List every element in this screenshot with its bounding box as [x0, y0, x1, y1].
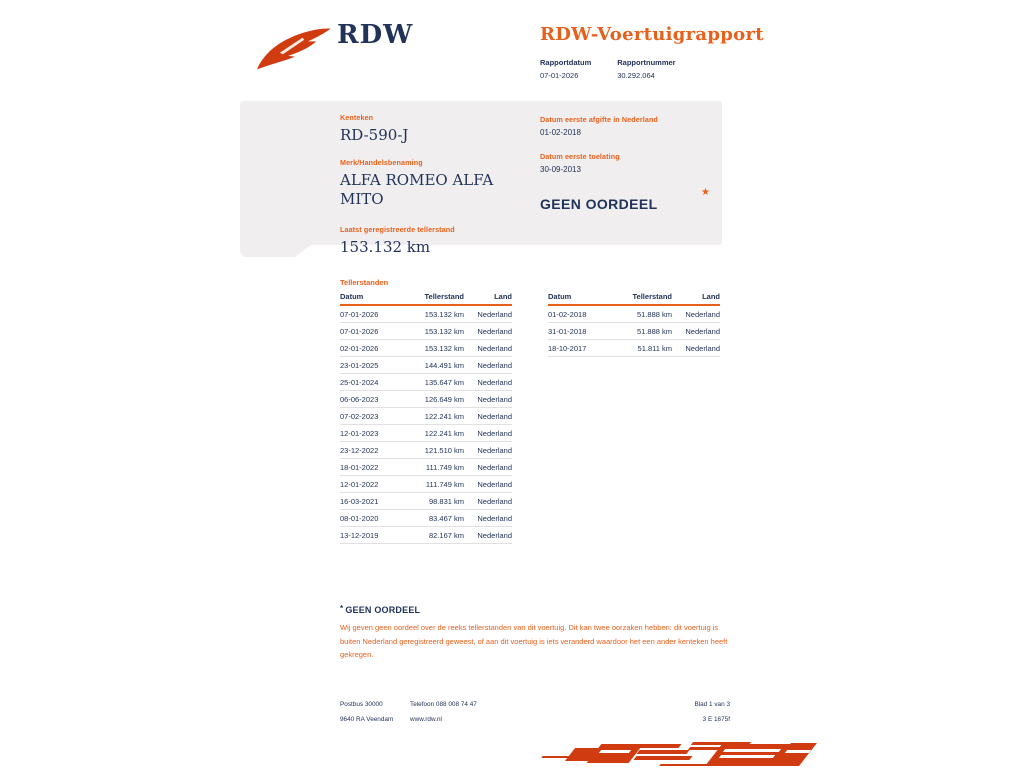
stripes-graphic [542, 741, 810, 768]
column-header-datum: Datum [340, 290, 402, 305]
table-cell: 06-06-2023 [340, 391, 402, 408]
table-row [340, 442, 512, 459]
table-cell: Nederland [464, 408, 512, 425]
summary-right-column [540, 115, 710, 212]
table-cell: 51.811 km [610, 340, 672, 357]
table-row [340, 305, 512, 323]
report-date-block [540, 58, 591, 80]
table-cell: 111.749 km [402, 476, 464, 493]
table-row [340, 374, 512, 391]
table-cell: Nederland [464, 459, 512, 476]
afgifte-value: 01-02-2018 [540, 128, 581, 137]
table-cell: 135.647 km [402, 374, 464, 391]
vehicle-summary-box [240, 101, 722, 256]
table-row [340, 408, 512, 425]
table-cell: 153.132 km [402, 323, 464, 340]
table-cell: 31-01-2018 [548, 323, 610, 340]
table-cell: 12-01-2023 [340, 425, 402, 442]
table-cell: 51.888 km [610, 305, 672, 323]
footer-address-line2: 9640 RA Veendam [340, 716, 394, 723]
table-cell: 13-12-2019 [340, 527, 402, 544]
table-row [340, 425, 512, 442]
report-date-label: Rapportdatum [540, 58, 592, 67]
table-row [340, 527, 512, 544]
table-row [340, 459, 512, 476]
tellerstand-value: 153.132 km [340, 238, 431, 256]
table-cell: 98.831 km [402, 493, 464, 510]
table-cell: 82.167 km [402, 527, 464, 544]
table-cell: 121.510 km [402, 442, 464, 459]
merk-label: Merk/Handelsbenaming [340, 158, 423, 167]
table-header-row [340, 290, 512, 305]
table-cell: Nederland [464, 510, 512, 527]
table-cell: 07-02-2023 [340, 408, 402, 425]
odometer-table-right [548, 290, 720, 357]
footer-contact [410, 701, 477, 723]
column-header-land: Land [464, 290, 512, 305]
report-number-label: Rapportnummer [617, 58, 676, 67]
rdw-logo-text: RDW [337, 20, 414, 50]
table-cell: 08-01-2020 [340, 510, 402, 527]
table-row [340, 476, 512, 493]
summary-left-column [340, 113, 520, 257]
footer-form-code: 3 E 1675f [702, 716, 730, 723]
table-cell: Nederland [464, 442, 512, 459]
merk-value: ALFA ROMEO ALFA MITO [340, 171, 494, 208]
table-row [340, 340, 512, 357]
tellerstanden-heading: Tellerstanden [340, 278, 389, 287]
footnote-asterisk: * [340, 604, 344, 613]
table-cell: Nederland [464, 391, 512, 408]
table-cell: Nederland [464, 493, 512, 510]
report-meta [540, 58, 676, 80]
report-number-block [617, 58, 675, 80]
page-title: RDW-Voertuigrapport [540, 24, 764, 45]
summary-box-tail [240, 244, 312, 257]
table-cell: Nederland [464, 323, 512, 340]
table-cell: 122.241 km [402, 408, 464, 425]
column-header-tellerstand: Tellerstand [402, 290, 464, 305]
table-cell: 12-01-2022 [340, 476, 402, 493]
table-cell: 18-10-2017 [548, 340, 610, 357]
table-cell: Nederland [464, 374, 512, 391]
afgifte-label: Datum eerste afgifte in Nederland [540, 115, 658, 124]
footer-page-info [694, 701, 730, 723]
table-cell: Nederland [464, 305, 512, 323]
toelating-value: 30-09-2013 [540, 165, 581, 174]
table-cell: 153.132 km [402, 340, 464, 357]
footnote-text: Wij geven geen oordeel over de reeks tellerstanden van dit voertuig. Dit kan twee oorzaken hebben: dit voertuig is buiten Nederland geregistreerd geweest, of aan dit voertuig is iets veranderd waardoor het een ander kenteken heeft gekregen. [340, 623, 728, 659]
table-cell: Nederland [672, 305, 720, 323]
table-cell: 126.649 km [402, 391, 464, 408]
table-cell: Nederland [464, 425, 512, 442]
table-cell: 07-01-2026 [340, 305, 402, 323]
table-header-row [548, 290, 720, 305]
table-cell: 153.132 km [402, 305, 464, 323]
table-cell: 23-01-2025 [340, 357, 402, 374]
table-row [340, 391, 512, 408]
column-header-land: Land [672, 290, 720, 305]
table-cell: 111.749 km [402, 459, 464, 476]
verdict-star-icon: ★ [701, 187, 710, 198]
column-header-tellerstand: Tellerstand [610, 290, 672, 305]
table-cell: 23-12-2022 [340, 442, 402, 459]
table-row [340, 510, 512, 527]
odometer-table-left [340, 290, 512, 544]
table-cell: 18-01-2022 [340, 459, 402, 476]
table-cell: Nederland [464, 340, 512, 357]
table-cell: 25-01-2024 [340, 374, 402, 391]
table-cell: 16-03-2021 [340, 493, 402, 510]
tellerstand-label: Laatst geregistreerde tellerstand [340, 225, 455, 234]
table-row [340, 357, 512, 374]
report-date-value: 07-01-2026 [540, 71, 579, 80]
column-header-datum: Datum [548, 290, 610, 305]
table-row [340, 323, 512, 340]
table-row [548, 323, 720, 340]
table-cell: Nederland [464, 357, 512, 374]
footnote-title-text: GEEN OORDEEL [345, 605, 421, 615]
table-cell: Nederland [672, 340, 720, 357]
table-cell: Nederland [464, 476, 512, 493]
footer-address [340, 701, 393, 723]
footnote [340, 604, 738, 662]
report-number-value: 30.292.064 [617, 71, 655, 80]
kenteken-value: RD-590-J [340, 126, 409, 144]
table-cell: 122.241 km [402, 425, 464, 442]
toelating-label: Datum eerste toelating [540, 152, 620, 161]
table-row [340, 493, 512, 510]
verdict-text: GEEN OORDEEL [540, 196, 658, 212]
footer-page-number: Blad 1 van 3 [694, 701, 730, 708]
footer-address-line1: Postbus 30000 [340, 701, 383, 708]
footer-website: www.rdw.nl [410, 716, 442, 723]
table-cell: Nederland [464, 527, 512, 544]
table-cell: 01-02-2018 [548, 305, 610, 323]
table-cell: 02-01-2026 [340, 340, 402, 357]
table-cell: Nederland [672, 323, 720, 340]
table-cell: 51.888 km [610, 323, 672, 340]
table-cell: 07-01-2026 [340, 323, 402, 340]
footer-phone: Telefoon 088 008 74 47 [410, 701, 477, 708]
kenteken-label: Kenteken [340, 113, 374, 122]
table-row [548, 340, 720, 357]
table-cell: 83.467 km [402, 510, 464, 527]
rdw-feather-logo-icon [256, 27, 334, 71]
table-cell: 144.491 km [402, 357, 464, 374]
footnote-title [340, 604, 738, 615]
table-row [548, 305, 720, 323]
